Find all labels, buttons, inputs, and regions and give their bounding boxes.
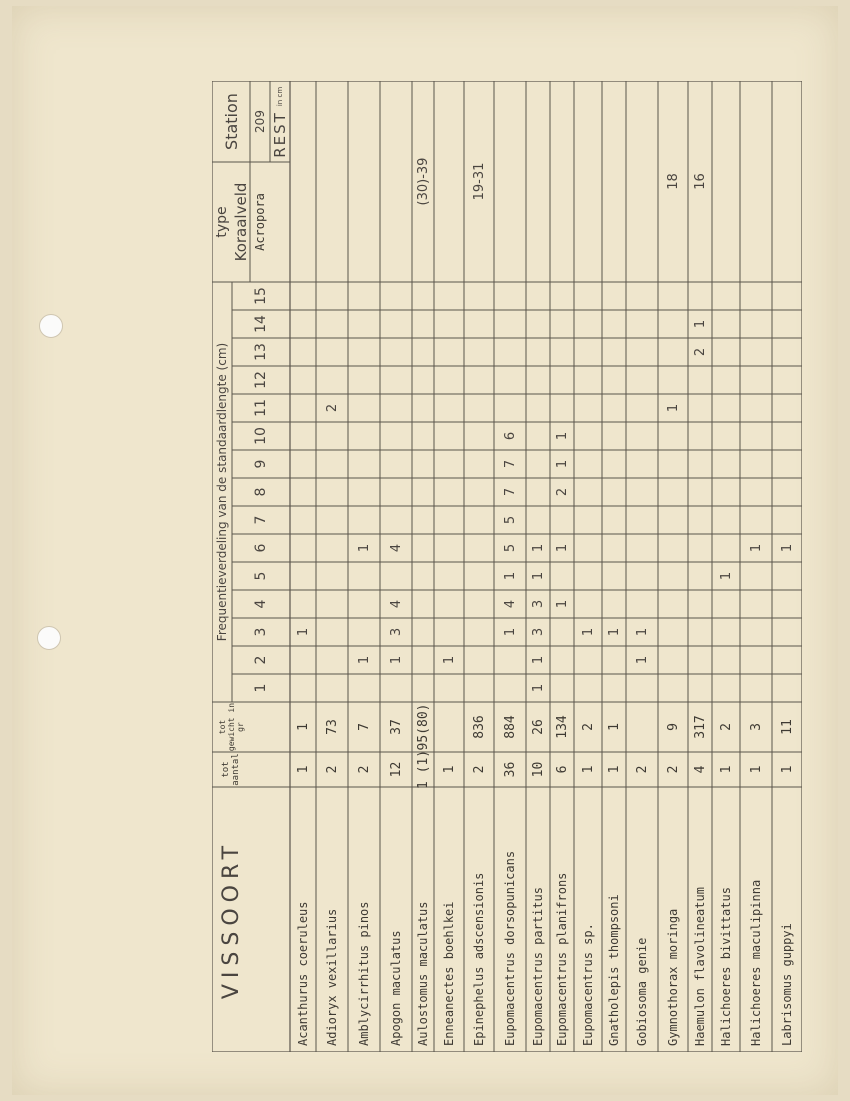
station-number: 209 xyxy=(253,110,267,133)
total-count: 1 xyxy=(718,765,734,774)
total-weight: 3 xyxy=(748,723,764,731)
frequency-cell: 1 xyxy=(502,571,518,581)
station-label: Station xyxy=(221,93,241,150)
frequency-cell: 1 xyxy=(779,543,795,553)
frequency-distribution-title: Frequentieverdeling van de standaardlengte (cm) xyxy=(215,342,229,642)
frequency-cell: 1 xyxy=(554,543,570,553)
frequency-cell: 1 xyxy=(718,571,734,581)
total-count: 36 xyxy=(502,761,518,778)
species-name: Amblycirrhitus pinos xyxy=(357,901,371,1046)
frequency-cell: 1 xyxy=(441,655,457,665)
type-label: type xyxy=(214,206,230,238)
length-class-13: 13 xyxy=(253,343,269,361)
total-count: 1 xyxy=(580,765,596,774)
total-weight: 95(80) xyxy=(415,703,431,751)
frequency-cell: 1 xyxy=(356,655,372,665)
frequency-cell: 1 xyxy=(606,627,622,637)
species-name: Labrisomus guppyi xyxy=(780,923,794,1046)
species-name: Eupomacentrus sp. xyxy=(581,923,595,1046)
species-name: Acanthurus coeruleus xyxy=(296,901,310,1046)
species-name: Gymnothorax moringa xyxy=(666,908,680,1046)
frequency-cell: 1 xyxy=(692,319,708,329)
total-weight: 1 xyxy=(295,723,311,731)
habitat-value: Acropora xyxy=(253,193,267,251)
frequency-cell: 5 xyxy=(502,515,518,525)
frequency-cell: 1 xyxy=(530,543,546,553)
frequency-cell: 5 xyxy=(502,543,518,553)
length-class-3: 3 xyxy=(253,627,269,637)
rest-unit: in cm xyxy=(276,86,284,107)
species-name: Gnatholepis thompsoni xyxy=(607,894,621,1046)
total-count: 1 xyxy=(748,765,764,774)
total-count: 2 xyxy=(324,765,340,774)
total-count: 1 (1) xyxy=(415,749,431,790)
length-class-7: 7 xyxy=(253,515,269,525)
total-weight xyxy=(434,702,464,752)
total-weight: 317 xyxy=(692,715,708,739)
length-class-14: 14 xyxy=(253,315,269,333)
total-weight: 2 xyxy=(718,723,734,731)
total-weight: 37 xyxy=(388,719,404,735)
species-name: Halichoeres maculipinna xyxy=(749,879,763,1046)
species-name: Eupomacentrus partitus xyxy=(531,887,545,1046)
length-class-2: 2 xyxy=(253,655,269,665)
rest-lengths: (30)-39 xyxy=(415,157,431,206)
total-weight xyxy=(626,702,658,752)
frequency-cell: 1 xyxy=(388,655,404,665)
frequency-cell: 3 xyxy=(388,627,404,637)
total-count: 6 xyxy=(554,765,570,774)
frequency-cell: 1 xyxy=(356,543,372,553)
rest-lengths: 18 xyxy=(665,173,681,190)
total-count: 1 xyxy=(606,765,622,774)
species-name: Adioryx vexillarius xyxy=(325,908,339,1046)
frequency-cell: 7 xyxy=(502,487,518,497)
frequency-cell: 1 xyxy=(554,459,570,469)
total-weight: 884 xyxy=(502,715,518,739)
length-class-8: 8 xyxy=(253,487,269,497)
frequency-cell: 4 xyxy=(502,599,518,609)
total-count: 1 xyxy=(295,765,311,774)
frequency-cell: 7 xyxy=(502,459,518,469)
length-class-4: 4 xyxy=(253,599,269,609)
species-column-header: VISSOORT xyxy=(218,839,244,1000)
species-name: Epinephelus adscensionis xyxy=(472,872,486,1046)
total-count: 2 xyxy=(634,765,650,774)
frequency-cell: 1 xyxy=(502,627,518,637)
length-class-11: 11 xyxy=(253,399,269,417)
total-count: 2 xyxy=(471,765,487,774)
frequency-cell: 1 xyxy=(554,599,570,609)
frequency-cell: 2 xyxy=(324,403,340,413)
species-name: Haemulon flavolineatum xyxy=(693,887,707,1046)
frequency-cell: 3 xyxy=(530,599,546,609)
total-weight: 26 xyxy=(530,719,546,735)
species-name: Gobiosoma genie xyxy=(635,937,649,1046)
frequency-cell: 1 xyxy=(665,403,681,413)
length-class-12: 12 xyxy=(253,371,269,389)
length-class-10: 10 xyxy=(253,427,269,445)
frequency-cell: 1 xyxy=(530,683,546,693)
weight-column-header: tot gewicht in gr xyxy=(217,702,245,752)
frequency-cell: 1 xyxy=(530,655,546,665)
total-weight: 2 xyxy=(580,723,596,731)
length-class-6: 6 xyxy=(253,543,269,553)
total-count: 4 xyxy=(692,765,708,774)
total-weight: 73 xyxy=(324,719,340,735)
count-column-header: tot aantal xyxy=(221,753,241,786)
frequency-cell: 1 xyxy=(295,627,311,637)
species-name: Apogon maculatus xyxy=(389,930,403,1046)
total-weight: 1 xyxy=(606,723,622,731)
frequency-cell: 1 xyxy=(748,543,764,553)
total-weight: 7 xyxy=(356,723,372,731)
total-count: 10 xyxy=(530,761,546,778)
total-count: 1 xyxy=(779,765,795,774)
total-count: 2 xyxy=(356,765,372,774)
species-name: Enneanectes boehlkei xyxy=(442,901,456,1046)
total-count: 1 xyxy=(441,765,457,774)
punch-hole-bottom xyxy=(37,626,61,650)
frequency-cell: 1 xyxy=(554,431,570,441)
frequency-cell: 4 xyxy=(388,543,404,553)
frequency-cell: 1 xyxy=(634,627,650,637)
punch-hole-top xyxy=(39,314,63,338)
rest-lengths: 16 xyxy=(692,173,708,190)
frequency-cell: 1 xyxy=(634,655,650,665)
species-name: Eupomacentrus planifrons xyxy=(555,872,569,1046)
species-name: Aulostomus maculatus xyxy=(416,901,430,1046)
total-weight: 134 xyxy=(554,715,570,739)
frequency-cell: 2 xyxy=(554,487,570,497)
frequency-cell: 1 xyxy=(580,627,596,637)
total-weight: 836 xyxy=(471,715,487,739)
total-count: 2 xyxy=(665,765,681,774)
length-class-5: 5 xyxy=(253,571,269,581)
frequency-cell: 1 xyxy=(530,571,546,581)
species-name: Eupomacentrus dorsopunicans xyxy=(503,850,517,1046)
species-name: Halichoeres bivittatus xyxy=(719,887,733,1046)
length-class-9: 9 xyxy=(253,459,269,469)
type-value: Koraalveld xyxy=(232,182,250,262)
rest-lengths: 19-31 xyxy=(471,162,487,201)
length-class-15: 15 xyxy=(253,287,269,305)
frequency-cell: 4 xyxy=(388,599,404,609)
total-weight: 9 xyxy=(665,723,681,731)
total-count: 12 xyxy=(388,761,404,778)
length-class-1: 1 xyxy=(253,683,269,693)
frequency-cell: 3 xyxy=(530,627,546,637)
rest-label: REST xyxy=(271,111,289,158)
frequency-cell: 2 xyxy=(692,347,708,357)
frequency-cell: 6 xyxy=(502,431,518,441)
data-sheet-table xyxy=(212,81,802,1052)
total-weight: 11 xyxy=(779,719,795,735)
